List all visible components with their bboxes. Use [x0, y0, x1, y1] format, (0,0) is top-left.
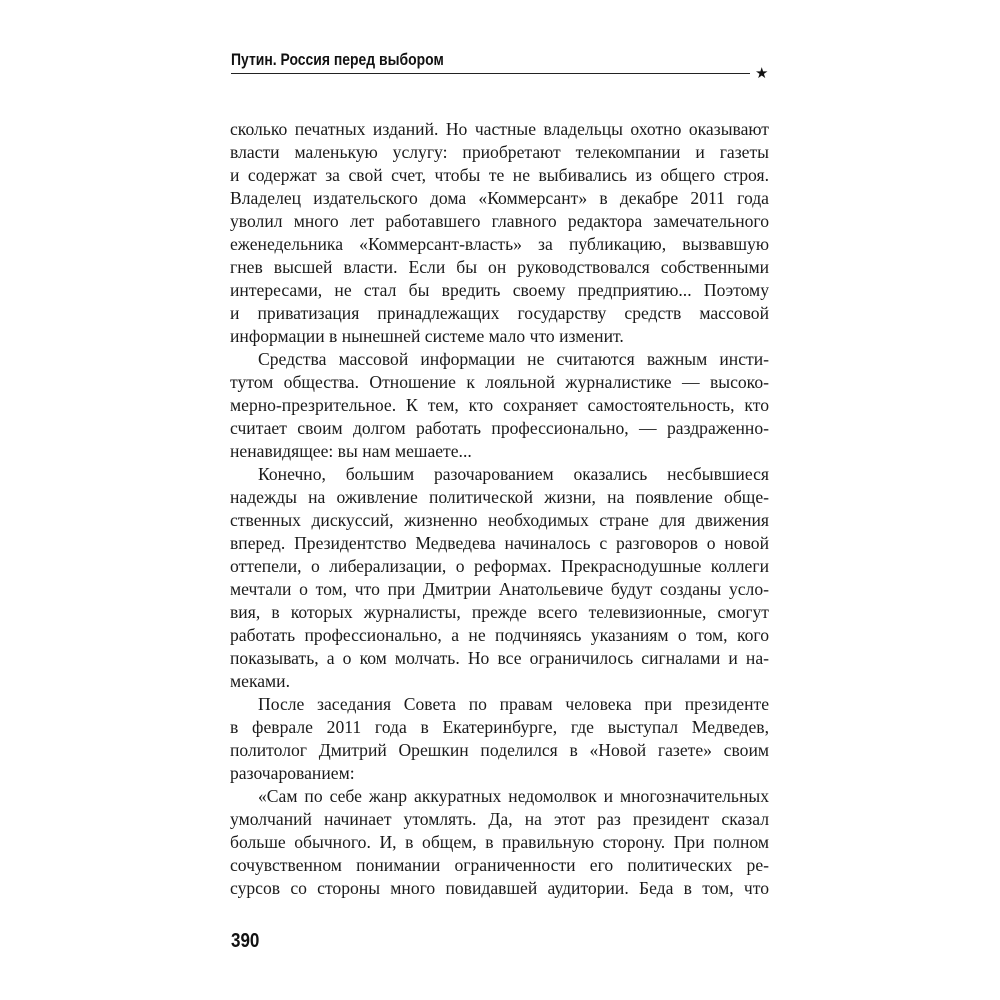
- text-line: сурсов со стороны много повидавшей аудитории. Беда в том, что: [230, 878, 769, 898]
- text-line: и приватизация принадлежащих государству средств массовой: [230, 303, 769, 323]
- page-number: 390: [231, 930, 260, 952]
- text-line: в феврале 2011 года в Екатеринбурге, где выступал Медведев,: [230, 717, 769, 737]
- text-line: «Сам по себе жанр аккуратных недомолвок и многозначительных: [258, 786, 769, 806]
- text-line: сколько печатных изданий. Но частные владельцы охотно оказывают: [230, 119, 769, 139]
- text-line: умолчаний начинает утомлять. Да, на этот раз президент сказал: [230, 809, 769, 829]
- text-line: политолог Дмитрий Орешкин поделился в «Новой газете» своим: [230, 740, 769, 760]
- text-line: уволил много лет работавшего главного редактора замечательного: [230, 211, 769, 231]
- text-line: меками.: [230, 671, 290, 691]
- text-line: гнев высшей власти. Если бы он руководствовался собственными: [230, 257, 769, 277]
- text-line: Конечно, большим разочарованием оказались несбывшиеся: [258, 464, 769, 484]
- running-title: Путин. Россия перед выбором: [231, 50, 444, 69]
- text-line: ненавидящее: вы нам мешаете...: [230, 441, 472, 461]
- paragraph: [230, 785, 769, 900]
- text-line: власти маленькую услугу: приобретают телекомпании и газеты: [230, 142, 769, 162]
- text-line: После заседания Совета по правам человека при президенте: [258, 694, 769, 714]
- text-line: ственных дискуссий, жизненно необходимых стране для движения: [230, 510, 769, 530]
- text-line: тутом общества. Отношение к лояльной журналистике — высоко-: [230, 372, 769, 392]
- text-line: Средства массовой информации не считаются важным инсти-: [258, 349, 769, 369]
- star-icon: ★: [755, 64, 769, 82]
- paragraph: [230, 118, 769, 348]
- text-line: интересами, не стал бы вредить своему предприятию... Поэтому: [230, 280, 769, 300]
- paragraph: [230, 693, 769, 785]
- paragraph: [230, 348, 769, 463]
- text-line: вперед. Президентство Медведева начиналось с разговоров о новой: [230, 533, 769, 553]
- text-line: надежды на оживление политической жизни, на появление обще-: [230, 487, 769, 507]
- text-line: оттепели, о либерализации, о реформах. Прекраснодушные коллеги: [230, 556, 769, 576]
- text-line: показывать, а о ком молчать. Но все ограничилось сигналами и на-: [230, 648, 769, 668]
- text-line: информации в нынешней системе мало что изменит.: [230, 326, 624, 346]
- paragraph: [230, 463, 769, 693]
- text-line: мечтали о том, что при Дмитрии Анатольевиче будут созданы усло-: [230, 579, 769, 599]
- text-line: и содержат за свой счет, чтобы те не выбивались из общего строя.: [230, 165, 769, 185]
- text-line: работать профессионально, а не подчиняясь указаниям о том, кого: [230, 625, 769, 645]
- body-text: [230, 118, 769, 900]
- text-line: больше обычного. И, в общем, в правильную сторону. При полном: [230, 832, 769, 852]
- text-line: Владелец издательского дома «Коммерсант» в декабре 2011 года: [230, 188, 769, 208]
- text-line: сочувственном понимании ограниченности его политических ре-: [230, 855, 769, 875]
- text-line: еженедельника «Коммерсант-власть» за публикацию, вызвавшую: [230, 234, 769, 254]
- text-line: вия, в которых журналисты, прежде всего телевизионные, смогут: [230, 602, 769, 622]
- text-line: считает своим долгом работать профессионально, — раздраженно-: [230, 418, 769, 438]
- text-line: разочарованием:: [230, 763, 355, 783]
- header-rule: [231, 73, 750, 74]
- text-line: мерно-презрительное. К тем, кто сохраняет самостоятельность, кто: [230, 395, 769, 415]
